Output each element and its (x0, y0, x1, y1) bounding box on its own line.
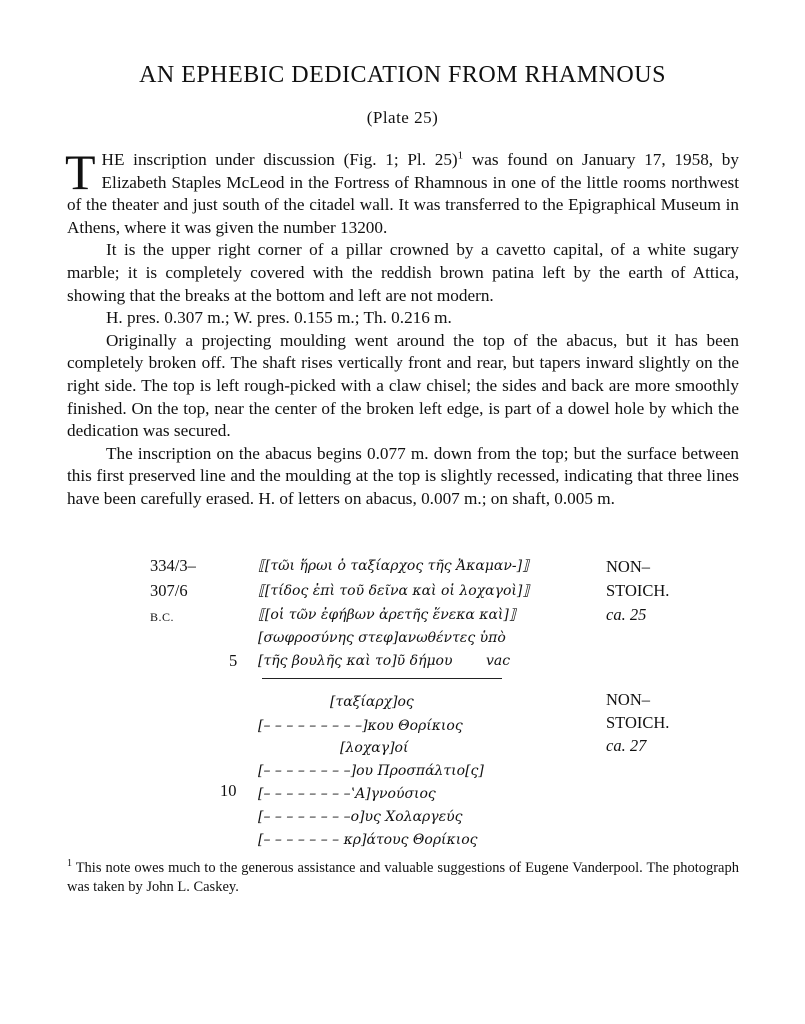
footnote (67, 859, 739, 897)
inscription-line-6: [ταξίαρχ]ος (330, 694, 414, 710)
inscription-line-12: [– – – – – – – κρ]άτους Θορίκιος (258, 832, 478, 848)
footnote-number: 1 (67, 858, 72, 870)
paragraph-1-text-rest: was found on January 17, 1958, by Elizabeth Staples McLeod in the Fortress of Rhamnous in one of the little rooms northwest of the theater and just south of the citadel wall. It was transferred to the Epigraphical Museum in Athens, where it was given the number 13200. (67, 150, 739, 237)
inscription-line-5: [τῆς βουλῆς καὶ το]ῦ δήμου (258, 653, 453, 669)
inscription-line-11: [– – – – – – – –ο]υς Χολαργεύς (258, 809, 463, 825)
line-number-5: 5 (229, 651, 238, 670)
plate-reference: (Plate 25) (366, 108, 439, 127)
paragraph-1-text: HE inscription under discussion (Fig. 1; Pl. 25) (101, 150, 458, 169)
stoich-note-1c: ca. 25 (606, 605, 647, 624)
inscription-line-8: [λοχαγ]οί (340, 740, 409, 756)
paragraph-5: The inscription on the abacus begins 0.077 m. down from the top; but the surface between this first preserved line and the moulding at the top is slightly recessed, indicating that three lines have been carefully erased. H. of letters on abacus, 0.007 m.; on shaft, 0.005 m. (67, 443, 739, 508)
body-text (65, 144, 739, 511)
stoich-note-1b: STOICH. (606, 581, 670, 600)
inscription-line-3: ⟦[οἱ τῶν ἐφήβων ἀρετῆς ἕνεκα καὶ]⟧ (258, 607, 516, 623)
paragraph-1 (65, 144, 739, 239)
stoich-note-2b: STOICH. (606, 713, 670, 732)
stoich-note-1a: NON– (606, 557, 650, 576)
inscription-line-10: [– – – – – – – –ʽΑ]γνούσιος (258, 786, 436, 802)
date-line-3: B.C. (150, 610, 175, 624)
inscription-line-4: [σωφροσύνης στεφ]ανωθέντες ὑπὸ (258, 630, 506, 646)
stoich-note-2a: NON– (606, 690, 650, 709)
article-title: AN EPHEBIC DEDICATION FROM RHAMNOUS (139, 62, 666, 88)
date-line-1: 334/3– (150, 556, 196, 575)
drop-cap: T (65, 144, 96, 200)
separator-rule (262, 678, 502, 679)
vacat-mark: vac (486, 653, 511, 669)
paragraph-2: It is the upper right corner of a pillar crowned by a cavetto capital, of a white sugary marble; it is completely covered with the reddish brown patina left by the earth of Attica, showing that the breaks at the bottom and left are not modern. (67, 240, 739, 305)
line-number-10: 10 (220, 781, 237, 800)
date-line-2: 307/6 (150, 581, 188, 600)
inscription-line-7: [– – – – – – – – –]κου Θορίκιος (258, 718, 463, 734)
footnote-marker: 1 (457, 149, 464, 162)
inscription-line-1: ⟦[τῶι ἥρωι ὁ ταξίαρχος τῆς Ἀκαμαν-]⟧ (258, 558, 529, 574)
footnote-text: This note owes much to the generous assistance and valuable suggestions of Eugene Vanderpool. The photograph was taken by John L. Caskey. (67, 860, 739, 895)
paragraph-4: Originally a projecting moulding went around the top of the abacus, but it has been completely broken off. The shaft rises vertically front and rear, but tapers inward slightly on the right side. The top is left rough-picked with a claw chisel; the sides and back are more smoothly finished. On the top, near the center of the broken left edge, is part of a dowel hole by which the dedication was secured. (67, 330, 739, 441)
inscription-line-9: [– – – – – – – –]ου Προσπάλτιο[ς] (258, 763, 484, 779)
paragraph-measurements: H. pres. 0.307 m.; W. pres. 0.155 m.; Th. 0.216 m. (106, 308, 452, 328)
inscription-line-2: ⟦[τίδος ἐπὶ τοῦ δεῖνα καὶ οἱ λοχαγοὶ]⟧ (258, 583, 530, 599)
stoich-note-2c: ca. 27 (606, 736, 647, 755)
